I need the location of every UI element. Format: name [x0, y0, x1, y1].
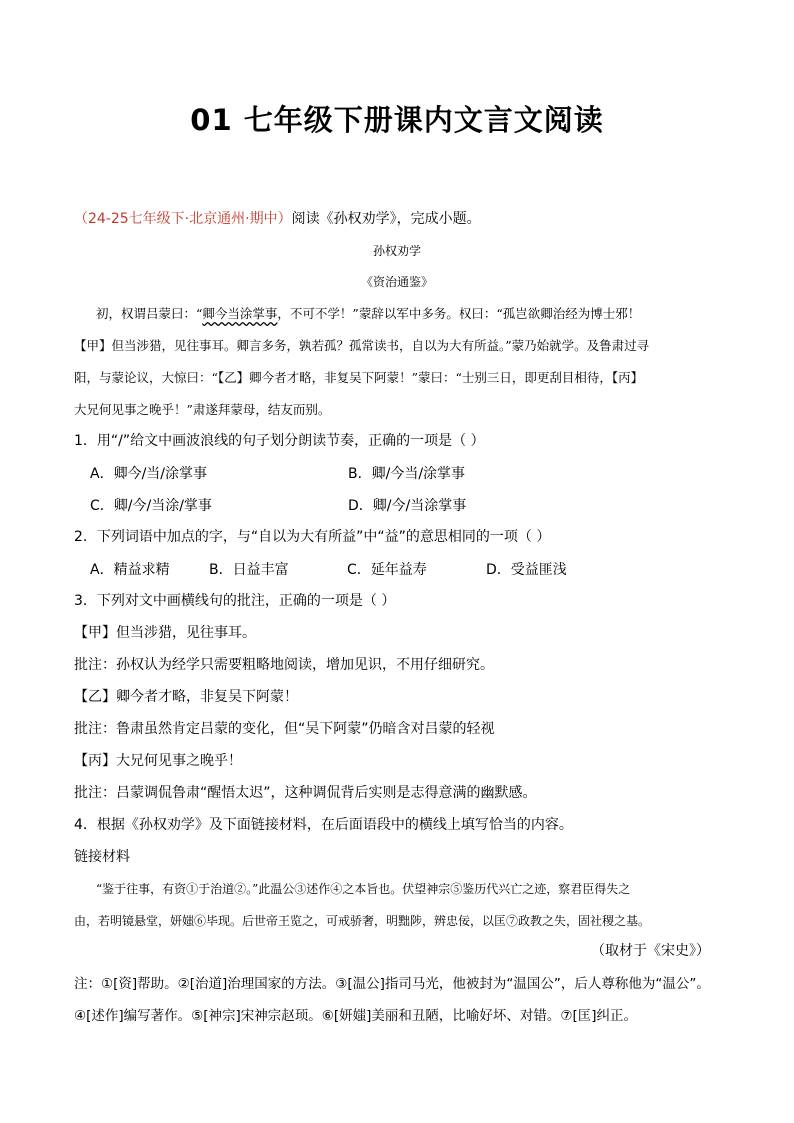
q2-option-a: A．精益求精	[90, 562, 170, 578]
q3-item: 【甲】但当涉猎，见往事耳。	[74, 625, 256, 641]
material-citation: （取材于《宋史》）	[591, 943, 710, 959]
passage-line-3: 阳，与蒙论议，大惊曰：“【乙】卿今者才略，非复吴下阿蒙！”蒙曰：“士别三日，即更刮目相待，【丙】	[74, 370, 644, 385]
link-material-line-1: “鉴于往事，有资①于治道②。”此温公③述作④之本旨也。伏望神宗⑤鉴历代兴亡之迹，察君臣得失之	[96, 882, 631, 896]
question-2-stem: 2．下列词语中加点的字，与“自以为大有所益”中“益”的意思相同的一项（ ）	[74, 529, 551, 545]
q3-annotation: 批注：吕蒙调侃鲁肃“醒悟太迟”，这种调侃背后实则是志得意满的幽默感。	[74, 785, 537, 801]
passage-text: 初，权谓吕蒙曰：“	[96, 306, 203, 321]
passage-text: ，不可不学！”蒙辞以军中多务。权曰：“孤岂欲卿治经为博士邪！	[277, 306, 641, 321]
passage-title: 孙权劝学	[372, 244, 421, 258]
q2-option-d: D．受益匪浅	[486, 562, 567, 578]
passage-source: 《资治通鉴》	[360, 275, 433, 289]
q1-option-b: B．卿/今当/涂掌事	[348, 466, 466, 482]
question-1-stem: 1．用“/”给文中画波浪线的句子划分朗读节奏，正确的一项是（ ）	[74, 433, 485, 449]
passage-line-4: 大兄何见事之晚乎！”肃遂拜蒙母，结友而别。	[74, 402, 331, 417]
q3-annotation: 批注：鲁肃虽然肯定吕蒙的变化，但“吴下阿蒙”仍暗含对吕蒙的轻视	[74, 721, 495, 737]
link-material-title: 链接材料	[74, 849, 130, 865]
q2-option-b: B．日益丰富	[209, 562, 289, 578]
q1-option-c: C．卿/今/当涂/掌事	[90, 498, 212, 514]
intro-text: 阅读《孙权劝学》，完成小题。	[291, 211, 481, 227]
q3-item: 【丙】大兄何见事之晚乎！	[74, 753, 242, 769]
question-4-stem: 4．根据《孙权劝学》及下面链接材料，在后面语段中的横线上填写恰当的内容。	[74, 817, 573, 833]
wavy-underlined-sentence: 卿今当涂掌事	[202, 306, 278, 321]
question-source: （24-25七年级下·北京通州·期中）	[74, 211, 292, 227]
notes-line-1: 注：①[资]帮助。②[治道]治理国家的方法。③[温公]指司马光，他被封为“温国公”，后人尊称他为“温公”。	[74, 976, 710, 992]
question-3-stem: 3．下列对文中画横线句的批注，正确的一项是（ ）	[74, 593, 396, 609]
notes-line-2: ④[述作]编写著作。⑤[神宗]宋神宗赵顼。⑥[妍媸]美丽和丑陋，比喻好坏、对错。⑦[匡]纠正。	[74, 1008, 638, 1024]
q3-annotation: 批注：孙权认为经学只需要粗略地阅读，增加见识，不用仔细研究。	[74, 657, 494, 673]
q3-item: 【乙】卿今者才略，非复吴下阿蒙！	[74, 689, 298, 705]
link-material-line-2: 由，若明镜悬堂，妍媸⑥毕现。后世帝王览之，可戒骄奢，明黜陟，辨忠佞，以匡⑦政教之失，固社稷之基。	[74, 914, 651, 928]
q2-option-c: C．延年益寿	[347, 562, 427, 578]
passage-line-2: 【甲】但当涉猎，见往事耳。卿言多务，孰若孤？孤常读书，自以为大有所益。”蒙乃始就学。及鲁肃过寻	[74, 338, 650, 353]
q1-option-d: D．卿/今/当涂掌事	[348, 498, 467, 514]
q1-option-a: A．卿今/当/涂掌事	[90, 466, 208, 482]
intro-line	[74, 209, 481, 229]
passage-line-1	[96, 304, 640, 324]
page-title: 01 七年级下册课内文言文阅读	[190, 103, 604, 137]
